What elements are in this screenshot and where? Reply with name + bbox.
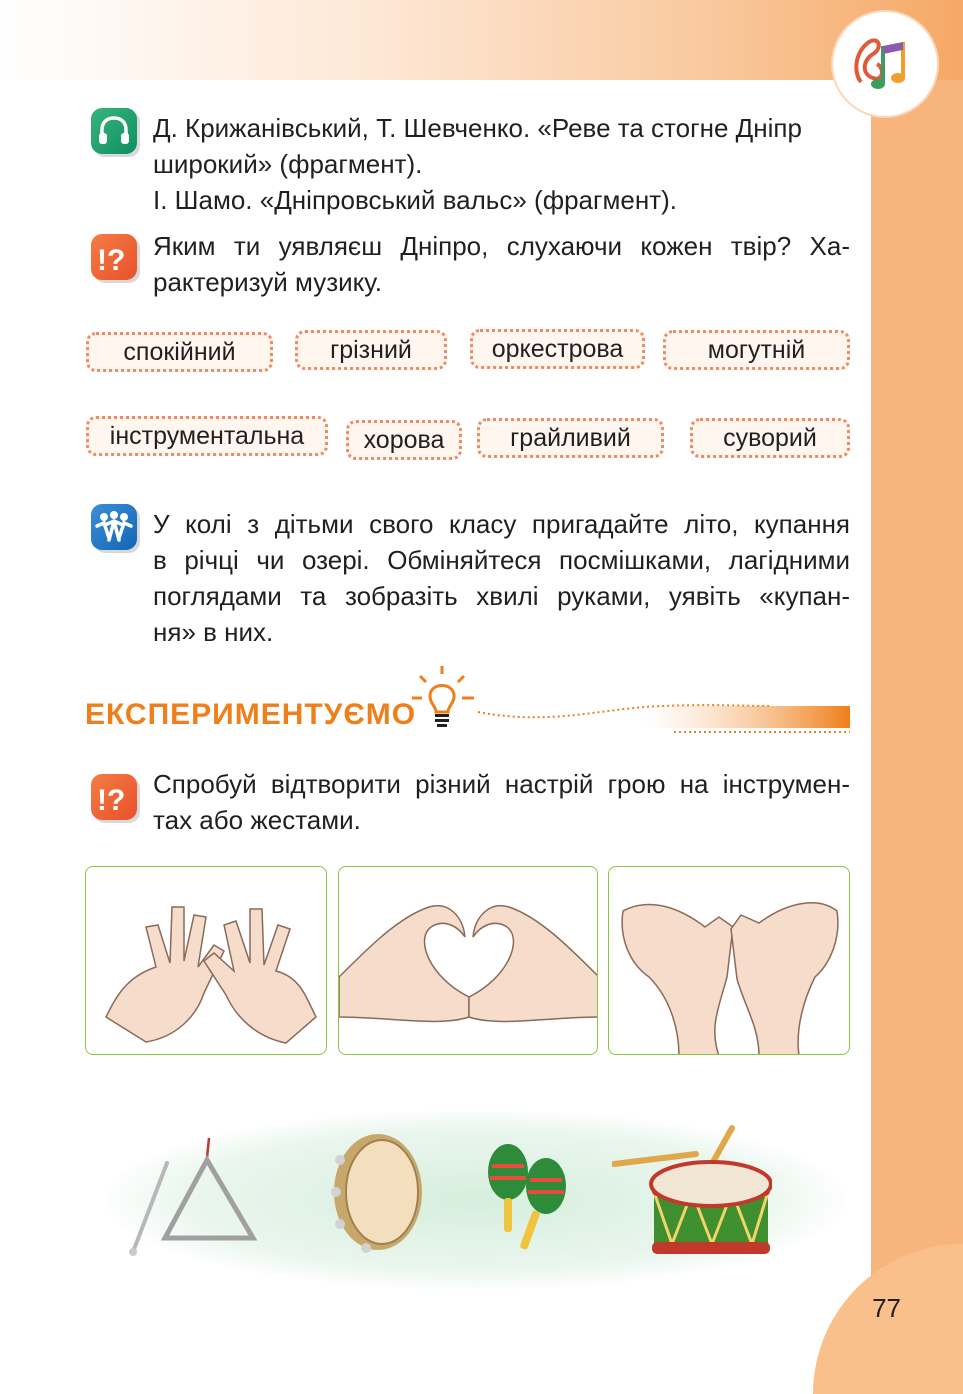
question-icon-box-2 bbox=[91, 774, 137, 820]
listening-text bbox=[153, 110, 850, 218]
group-line-2: в річці чи озері. Обміняйтеся посмішками, лагідними bbox=[153, 545, 850, 575]
tambourine-instrument bbox=[326, 1130, 430, 1254]
drum-instrument bbox=[612, 1124, 772, 1274]
svg-text:!?: !? bbox=[97, 244, 126, 277]
maracas-instrument bbox=[482, 1140, 582, 1260]
chip-khorova: хорова bbox=[346, 420, 462, 460]
group-icon bbox=[91, 504, 137, 550]
chip-mohutniy: могутній bbox=[663, 330, 850, 370]
photo-open-hands bbox=[85, 866, 327, 1055]
listening-line-3: І. Шамо. «Дніпровський вальс» (фрагмент). bbox=[153, 185, 677, 215]
question2-line-2: тах або жестами. bbox=[153, 805, 361, 835]
chip-hraylyvyi: грайливий bbox=[477, 418, 664, 458]
group-line-4: ня» в них. bbox=[153, 617, 274, 647]
chip-orkestrova: оркестрова bbox=[470, 329, 645, 369]
side-band bbox=[871, 80, 963, 1394]
music-notes-icon bbox=[833, 12, 937, 116]
chip-spokiynyi: спокійний bbox=[86, 332, 273, 372]
group-text bbox=[153, 506, 850, 650]
music-badge bbox=[833, 12, 937, 116]
svg-text:!?: !? bbox=[97, 784, 126, 817]
question-icon-box bbox=[91, 234, 137, 280]
lightbulb-icon bbox=[412, 660, 852, 740]
chip-suvoriy: суворий bbox=[690, 418, 850, 458]
triangle-instrument bbox=[125, 1128, 265, 1268]
question1-line-2: рактеризуй музику. bbox=[153, 267, 382, 297]
page-number: 77 bbox=[872, 1293, 901, 1323]
chip-instrumentalna: інструментальна bbox=[86, 416, 328, 456]
open-hands-image bbox=[86, 867, 327, 1055]
chip-griznyi: грізний bbox=[295, 330, 447, 370]
question1-line-1: Яким ти уявляєш Дніпро, слухаючи кожен твір? Ха- bbox=[153, 231, 850, 261]
listening-icon-box bbox=[91, 108, 137, 154]
question-icon bbox=[91, 234, 137, 280]
question2-text bbox=[153, 766, 850, 838]
question2-line-1: Спробуй відтворити різний настрій грою на інструмен- bbox=[153, 769, 850, 799]
experiment-title: ЕКСПЕРИМЕНТУЄМО bbox=[85, 698, 417, 731]
question1-text bbox=[153, 228, 850, 300]
headphones-icon bbox=[91, 108, 137, 154]
top-band bbox=[0, 0, 963, 80]
photo-heart-hands bbox=[338, 866, 598, 1055]
group-icon-box bbox=[91, 504, 137, 550]
group-line-1: У колі з дітьми свого класу пригадайте літо, купання bbox=[153, 509, 850, 539]
bird-hands-image bbox=[609, 867, 850, 1055]
listening-line-2: широкий» (фрагмент). bbox=[153, 149, 423, 179]
heart-hands-image bbox=[339, 867, 598, 1055]
photo-bird-hands bbox=[608, 866, 850, 1055]
group-line-3: поглядами та зобразіть хвилі руками, уявіть «купан- bbox=[153, 581, 850, 611]
listening-line-1: Д. Крижанівський, Т. Шевченко. «Реве та стогне Дніпр bbox=[153, 113, 802, 143]
question-icon bbox=[91, 774, 137, 820]
